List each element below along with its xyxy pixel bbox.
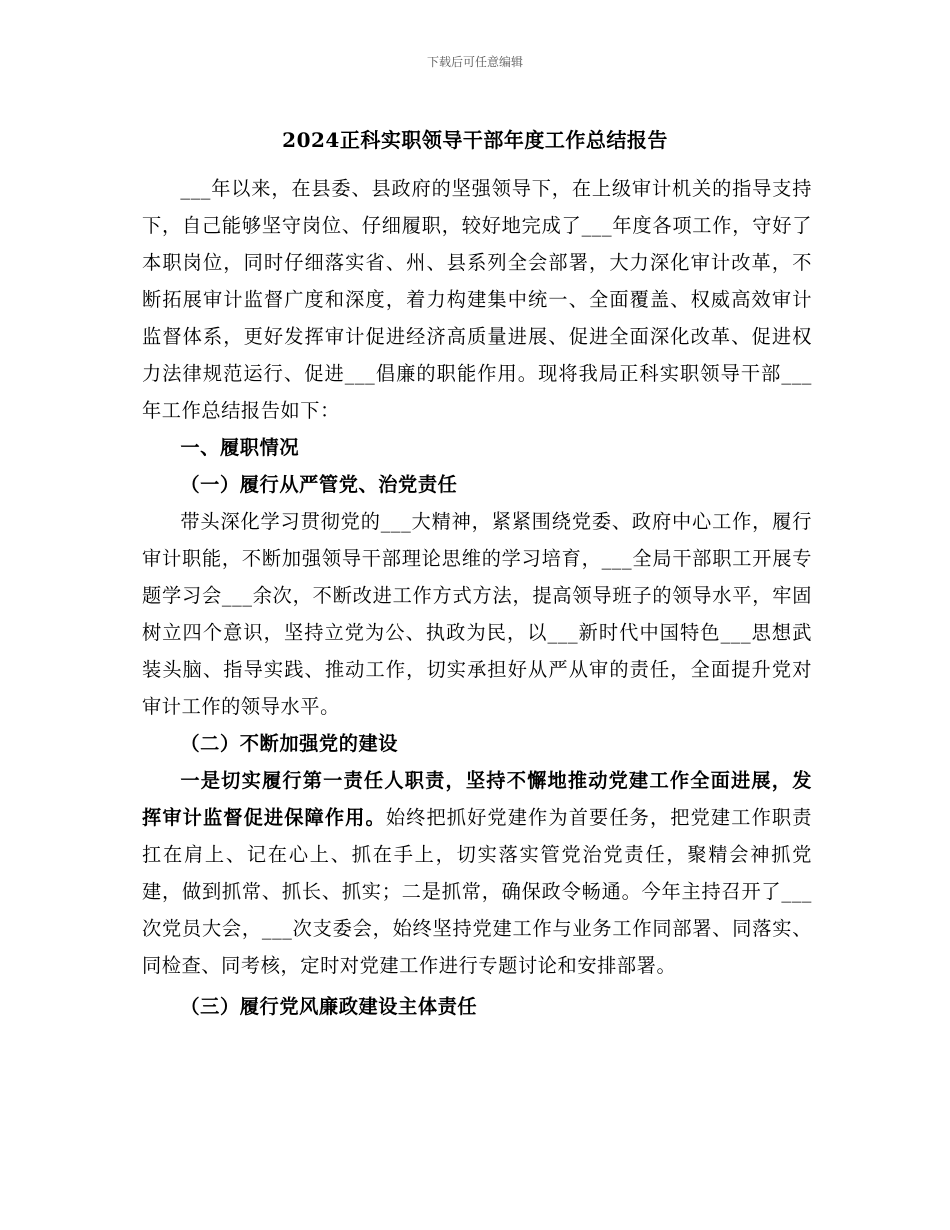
- header-note: 下载后可任意编辑: [426, 55, 523, 69]
- section-heading-1: 一、履职情况: [180, 436, 300, 459]
- subsection-1-paragraph: 带头深化学习贯彻党的___大精神，紧紧围绕党委、政府中心工作，履行审计职能，不断加强领导干部理论思维的学习培育，___全局干部职工开展专题学习会___余次，不断改进工作方式方法，提高领导班子的领导水平，牢固树立四个意识，坚持立党为公、执政为民，以___新时代中国特色___思想武装头脑、指导实践、推动工作，切实承担好从严从审的责任，全面提升党对审计工作的领导水平。: [142, 510, 812, 718]
- document-title: 2024正科实职领导干部年度工作总结报告: [282, 128, 668, 152]
- subsection-2-body: 始终把抓好党建作为首要任务，把党建工作职责扛在肩上、记在心上、抓在手上，切实落实管党治党责任，聚精会神抓党建，做到抓常、抓长、抓实；二是抓常，确保政令畅通。今年主持召开了___次党员大会，___次支委会，始终坚持党建工作与业务工作同部署、同落实、同检查、同考核，定时对党建工作进行专题讨论和安排部署。: [142, 806, 812, 977]
- subsection-heading-3: （三）履行党风廉政建设主体责任: [180, 995, 478, 1018]
- document-body: [142, 170, 812, 1025]
- subsection-heading-1: （一）履行从严管党、治党责任: [180, 473, 458, 496]
- subsection-2-paragraph: [142, 762, 812, 984]
- subsection-2-lead: 一是切实履行第一责任人职责，坚持不懈地推动党建工作全面进展，发挥审计监督促进保障作用。: [142, 769, 812, 829]
- intro-paragraph: ___年以来，在县委、县政府的坚强领导下，在上级审计机关的指导支持下，自己能够坚守岗位、仔细履职，较好地完成了___年度各项工作，守好了本职岗位，同时仔细落实省、州、县系列全会部署，大力深化审计改革，不断拓展审计监督广度和深度，着力构建集中统一、全面覆盖、权威高效审计监督体系，更好发挥审计促进经济高质量进展、促进全面深化改革、促进权力法律规范运行、促进___倡廉的职能作用。现将我局正科实职领导干部___年工作总结报告如下：: [142, 177, 812, 422]
- subsection-heading-2: （二）不断加强党的建设: [180, 732, 399, 755]
